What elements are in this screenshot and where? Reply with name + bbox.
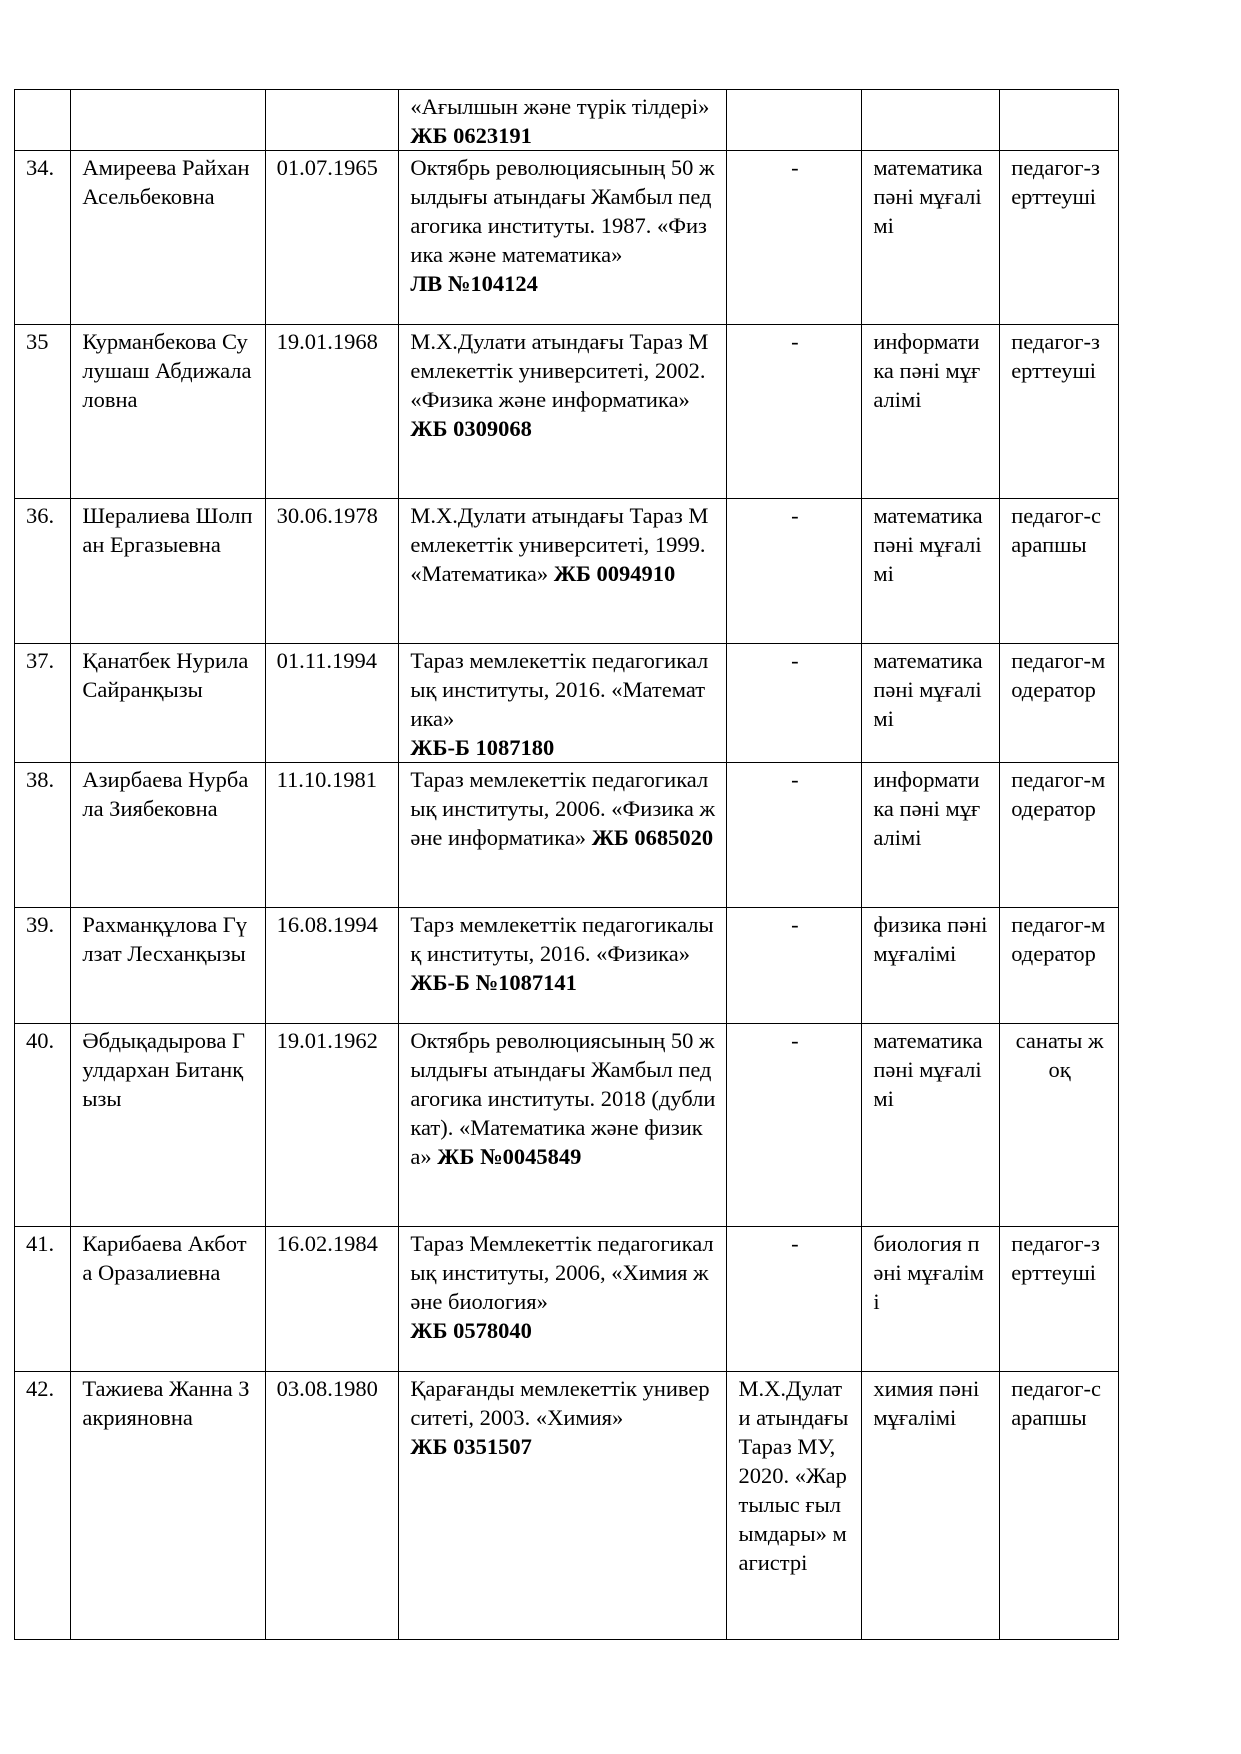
education-cell (399, 908, 727, 1024)
teacher-name: Курманбекова Сулушаш Абдижалаловна (71, 325, 265, 499)
education-cell (399, 1024, 727, 1227)
diploma-number: ЖБ 0094910 (553, 561, 676, 586)
diploma-number: ЛВ №104124 (410, 271, 538, 296)
row-number: 35 (15, 325, 71, 499)
further-education: - (727, 1227, 862, 1372)
education-cell (399, 499, 727, 644)
education-cell (399, 151, 727, 325)
education-text: Тараз мемлекеттік педагогикалық институты, 2016. «Математика» (410, 648, 709, 731)
row-number: 41. (15, 1227, 71, 1372)
subject-position: биология пәні мұғалімі (862, 1227, 1000, 1372)
qualification-category: санаты жоқ (1000, 1024, 1119, 1227)
birth-date: 03.08.1980 (265, 1372, 399, 1640)
further-education: М.Х.Дулати атындағы Тараз МУ, 2020. «Жартылыс ғылымдары» магистрі (727, 1372, 862, 1640)
further-education: - (727, 325, 862, 499)
education-cell (399, 644, 727, 763)
table-body (15, 90, 1119, 1640)
qualification-category (1000, 90, 1119, 151)
qualification-category: педагог-модератор (1000, 644, 1119, 763)
birth-date: 30.06.1978 (265, 499, 399, 644)
row-number (15, 90, 71, 151)
subject-position: математика пәні мұғалімі (862, 499, 1000, 644)
diploma-number: ЖБ-Б №1087141 (410, 970, 577, 995)
row-number: 36. (15, 499, 71, 644)
row-number: 38. (15, 763, 71, 908)
education-cell (399, 90, 727, 151)
subject-position: математика пәні мұғалімі (862, 151, 1000, 325)
teacher-name: Қанатбек Нурила Сайранқызы (71, 644, 265, 763)
row-number: 42. (15, 1372, 71, 1640)
diploma-number: ЖБ 0309068 (410, 416, 532, 441)
birth-date: 01.07.1965 (265, 151, 399, 325)
teacher-name (71, 90, 265, 151)
teacher-name: Амиреева Райхан Асельбековна (71, 151, 265, 325)
subject-position (862, 90, 1000, 151)
birth-date: 16.02.1984 (265, 1227, 399, 1372)
diploma-number: ЖБ 0351507 (410, 1434, 532, 1459)
table-row (15, 908, 1119, 1024)
subject-position: информатика пәні мұғалімі (862, 325, 1000, 499)
education-text: М.Х.Дулати атындағы Тараз Мемлекеттік университеті, 1999. «Математика» (410, 503, 709, 586)
birth-date (265, 90, 399, 151)
birth-date: 19.01.1962 (265, 1024, 399, 1227)
subject-position: математика пәні мұғалімі (862, 644, 1000, 763)
further-education: - (727, 908, 862, 1024)
birth-date: 01.11.1994 (265, 644, 399, 763)
further-education: - (727, 644, 862, 763)
birth-date: 16.08.1994 (265, 908, 399, 1024)
row-number: 34. (15, 151, 71, 325)
table-row (15, 90, 1119, 151)
qualification-category: педагог-зерттеуші (1000, 1227, 1119, 1372)
qualification-category: педагог-зерттеуші (1000, 325, 1119, 499)
row-number: 37. (15, 644, 71, 763)
education-text: Тараз мемлекеттік педагогикалық институты, 2006. «Физика және информатика» (410, 767, 716, 850)
table-row (15, 151, 1119, 325)
education-cell (399, 1227, 727, 1372)
birth-date: 11.10.1981 (265, 763, 399, 908)
qualification-category: педагог-зерттеуші (1000, 151, 1119, 325)
further-education (727, 90, 862, 151)
education-text: М.Х.Дулати атындағы Тараз Мемлекеттік университеті, 2002. «Физика және информатика» (410, 329, 709, 412)
diploma-number: ЖБ 0578040 (410, 1318, 532, 1343)
teacher-name: Әбдықадырова Гулдархан Битанқызы (71, 1024, 265, 1227)
qualification-category: педагог-сарапшы (1000, 499, 1119, 644)
qualification-category: педагог-сарапшы (1000, 1372, 1119, 1640)
table-row (15, 1024, 1119, 1227)
teacher-name: Шералиева Шолпан Ергазыевна (71, 499, 265, 644)
further-education: - (727, 1024, 862, 1227)
subject-position: химия пәні мұғалімі (862, 1372, 1000, 1640)
table-row (15, 763, 1119, 908)
table-row (15, 1227, 1119, 1372)
education-text: Тарз мемлекеттік педагогикалық институты, 2016. «Физика» (410, 912, 714, 966)
further-education: - (727, 763, 862, 908)
staff-table (14, 89, 1119, 1640)
education-text: Октябрь революциясының 50 жылдығы атындағы Жамбыл педагогика институты. 1987. «Физика және математика» (410, 155, 715, 267)
diploma-number: ЖБ-Б 1087180 (410, 735, 555, 760)
teacher-name: Тажиева Жанна Закрияновна (71, 1372, 265, 1640)
birth-date: 19.01.1968 (265, 325, 399, 499)
further-education: - (727, 499, 862, 644)
diploma-number: ЖБ 0685020 (591, 825, 714, 850)
education-text: Октябрь революциясының 50 жылдығы атындағы Жамбыл педагогика институты. 2018 (дубликат). «Математика және физика» (410, 1028, 716, 1169)
table-row (15, 325, 1119, 499)
table-row (15, 499, 1119, 644)
qualification-category: педагог-модератор (1000, 763, 1119, 908)
education-cell (399, 325, 727, 499)
row-number: 39. (15, 908, 71, 1024)
table-row (15, 644, 1119, 763)
diploma-number: ЖБ №0045849 (437, 1144, 582, 1169)
diploma-number: ЖБ 0623191 (410, 123, 532, 148)
teacher-name: Карибаева Акбота Оразалиевна (71, 1227, 265, 1372)
table-row (15, 1372, 1119, 1640)
subject-position: физика пәні мұғалімі (862, 908, 1000, 1024)
teacher-name: Азирбаева Нурбала Зиябековна (71, 763, 265, 908)
education-cell (399, 1372, 727, 1640)
teacher-name: Рахманқұлова Гүлзат Лесханқызы (71, 908, 265, 1024)
qualification-category: педагог-модератор (1000, 908, 1119, 1024)
education-text: «Ағылшын және түрік тілдері» (410, 94, 710, 119)
subject-position: математика пәні мұғалімі (862, 1024, 1000, 1227)
education-text: Тараз Мемлекеттік педагогикалық институты, 2006, «Химия және биология» (410, 1231, 714, 1314)
education-text: Қарағанды мемлекеттік университеті, 2003. «Химия» (410, 1376, 710, 1430)
education-cell (399, 763, 727, 908)
row-number: 40. (15, 1024, 71, 1227)
further-education: - (727, 151, 862, 325)
subject-position: информатика пәні мұғалімі (862, 763, 1000, 908)
